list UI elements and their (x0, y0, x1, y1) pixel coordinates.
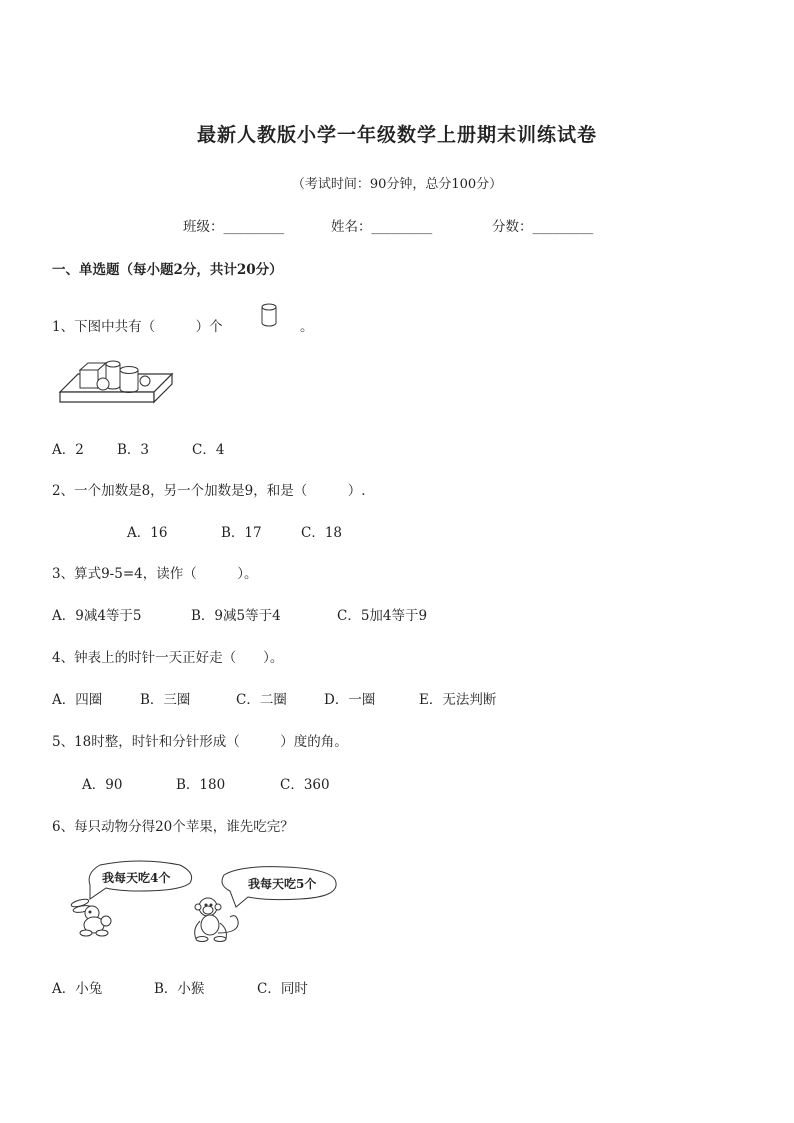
q3-option-b: B．9减5等于4 (191, 608, 281, 624)
q4-option-b: B．三圈 (140, 692, 191, 708)
cylinder-icon (258, 302, 280, 328)
question-2: 2、一个加数是8，另一个加数是9，和是（ ）. (52, 483, 366, 499)
name-field: 姓名：_________ (331, 219, 433, 235)
monkey-icon (195, 898, 239, 942)
q4-option-a: A．四圈 (52, 692, 103, 708)
animals-figure (60, 855, 350, 947)
q5-option-b: B．180 (176, 777, 226, 793)
q6-option-a: A．小兔 (52, 981, 103, 997)
q4-option-d: D．一圈 (324, 692, 376, 708)
q6-option-b: B．小猴 (154, 981, 205, 997)
question-4: 4、钟表上的时针一天正好走（ ）。 (52, 650, 284, 666)
monkey-speech: 我每天吃5个 (248, 877, 317, 891)
question-1-suffix: 。 (300, 319, 314, 335)
question-3: 3、算式9-5=4，读作（ ）。 (52, 566, 258, 582)
q5-option-a: A．90 (82, 777, 123, 793)
rabbit-icon (71, 898, 111, 936)
q1-option-c: C．4 (192, 442, 225, 458)
section-title: 一、单选题（每小题2分，共计20分） (52, 262, 283, 278)
solid-shapes-figure (58, 352, 174, 406)
q3-option-c: C．5加4等于9 (337, 608, 428, 624)
page-title: 最新人教版小学一年级数学上册期末训练试卷 (196, 124, 597, 146)
question-5: 5、18时整，时针和分针形成（ ）度的角。 (52, 734, 348, 750)
q1-option-a: A．2 (52, 442, 84, 458)
q2-option-c: C．18 (301, 525, 343, 541)
q2-option-a: A．16 (127, 525, 168, 541)
q6-option-c: C．同时 (257, 981, 308, 997)
q3-option-a: A．9减4等于5 (52, 608, 142, 624)
exam-info-subtitle: （考试时间：90分钟，总分100分） (291, 177, 503, 192)
q2-option-b: B．17 (221, 525, 262, 541)
rabbit-speech: 我每天吃4个 (102, 871, 171, 885)
q1-option-b: B．3 (117, 442, 150, 458)
question-6: 6、每只动物分得20个苹果，谁先吃完？ (52, 819, 294, 835)
score-field: 分数：_________ (492, 219, 594, 235)
question-1: 1、下图中共有（ ）个 (52, 319, 223, 335)
q4-option-e: E．无法判断 (419, 692, 497, 708)
q5-option-c: C．360 (280, 777, 330, 793)
class-field: 班级：_________ (183, 219, 285, 235)
q4-option-c: C．二圈 (236, 692, 287, 708)
